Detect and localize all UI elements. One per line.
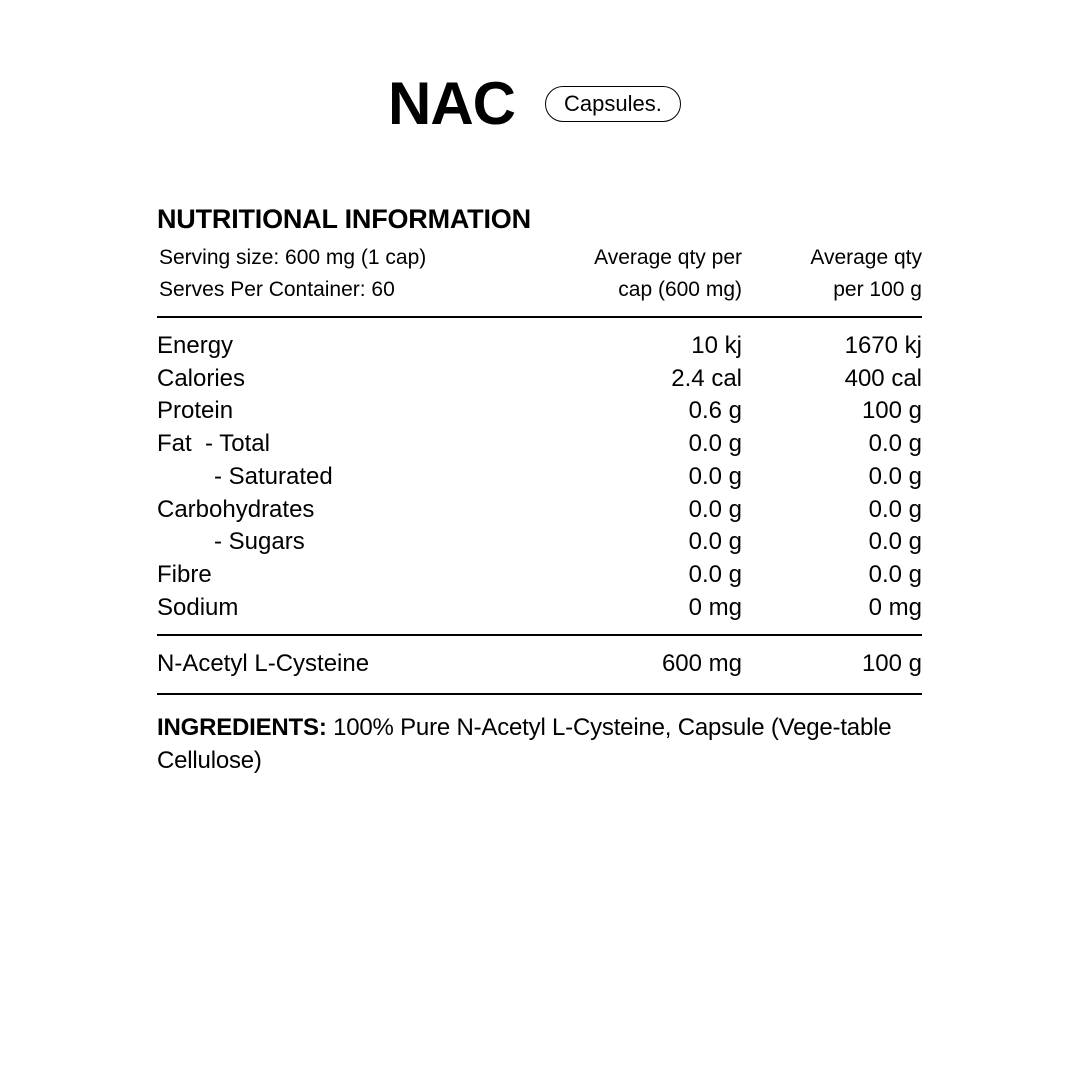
nutrient-label: - Saturated	[214, 462, 333, 490]
nutrient-per-100g: 400 cal	[844, 364, 922, 392]
column-header-per-100g-line2: per 100 g	[833, 278, 922, 301]
column-header-per-100g	[742, 242, 922, 306]
nutrient-per-serving: 0.0 g	[688, 495, 742, 523]
nutrient-label: Calories	[157, 364, 246, 392]
nutrient-per-serving: 0.0 g	[688, 430, 742, 458]
nutrient-row-protein	[157, 395, 922, 428]
nutrient-per-100g: 0.0 g	[868, 430, 922, 458]
active-ingredient-rows	[157, 636, 922, 693]
nutrient-per-serving: 0.0 g	[688, 528, 742, 556]
nutrition-panel	[157, 202, 922, 777]
nutrient-label: - Sugars	[214, 528, 305, 556]
nutrient-rows	[157, 318, 922, 634]
nutrient-row-fibre	[157, 559, 922, 592]
nutrient-per-100g: 0.0 g	[868, 560, 922, 588]
product-form-badge: Capsules.	[545, 86, 681, 122]
nutrient-per-serving: 0 mg	[688, 593, 742, 621]
nutrient-per-serving: 10 kj	[691, 332, 742, 359]
nutrient-per-100g: 0 mg	[868, 593, 922, 621]
column-header-per-100g-line1: Average qty	[810, 246, 922, 269]
nutrient-row-fat-total	[157, 428, 922, 461]
product-header	[388, 70, 681, 137]
serving-size: Serving size: 600 mg (1 cap)	[159, 246, 427, 269]
nutrient-per-serving: 0.6 g	[688, 397, 742, 425]
nutrient-per-serving: 2.4 cal	[671, 364, 742, 392]
ingredients-text: 100% Pure N-Acetyl L-Cysteine, Capsule (Vege-table Cellulose)	[157, 714, 892, 775]
ingredients-statement	[157, 711, 922, 777]
nutrient-label: Sodium	[157, 593, 239, 621]
active-label: N-Acetyl L-Cysteine	[157, 650, 370, 678]
nutrient-per-serving: 0.0 g	[688, 462, 742, 490]
divider	[157, 693, 922, 695]
nutrient-per-100g: 0.0 g	[868, 462, 922, 490]
nutrient-label: Carbohydrates	[157, 495, 315, 523]
nutrient-label: Fibre	[157, 560, 212, 588]
nutrient-row-sugars	[157, 526, 922, 559]
nutrient-row-carbohydrates	[157, 494, 922, 527]
nutrient-label: Energy	[157, 332, 234, 359]
nutrient-row-saturated	[157, 461, 922, 494]
serves-per-container: Serves Per Container: 60	[159, 278, 395, 301]
nutrient-per-100g: 0.0 g	[868, 495, 922, 523]
nutrient-label: Protein	[157, 397, 234, 425]
column-header-per-serving-line1: Average qty per	[594, 246, 742, 269]
serving-info	[157, 242, 522, 306]
nutrient-per-100g: 100 g	[861, 397, 922, 425]
nutrient-row-energy	[157, 330, 922, 363]
nutrient-per-serving: 0.0 g	[688, 560, 742, 588]
column-header-per-serving	[522, 242, 742, 306]
active-per-100g: 100 g	[861, 650, 922, 678]
nutrient-row-sodium	[157, 592, 922, 625]
nutrient-row-calories	[157, 363, 922, 396]
ingredients-label: INGREDIENTS:	[157, 714, 327, 742]
panel-title: NUTRITIONAL INFORMATION	[157, 204, 531, 234]
nutrient-per-100g: 1670 kj	[844, 332, 922, 359]
nutrient-label: Fat - Total	[157, 430, 270, 458]
serving-header	[157, 242, 922, 306]
column-header-per-serving-line2: cap (600 mg)	[618, 278, 742, 301]
active-per-serving: 600 mg	[661, 650, 742, 678]
active-row-nac	[157, 648, 922, 681]
nutrient-per-100g: 0.0 g	[868, 528, 922, 556]
product-name: NAC	[388, 70, 515, 137]
